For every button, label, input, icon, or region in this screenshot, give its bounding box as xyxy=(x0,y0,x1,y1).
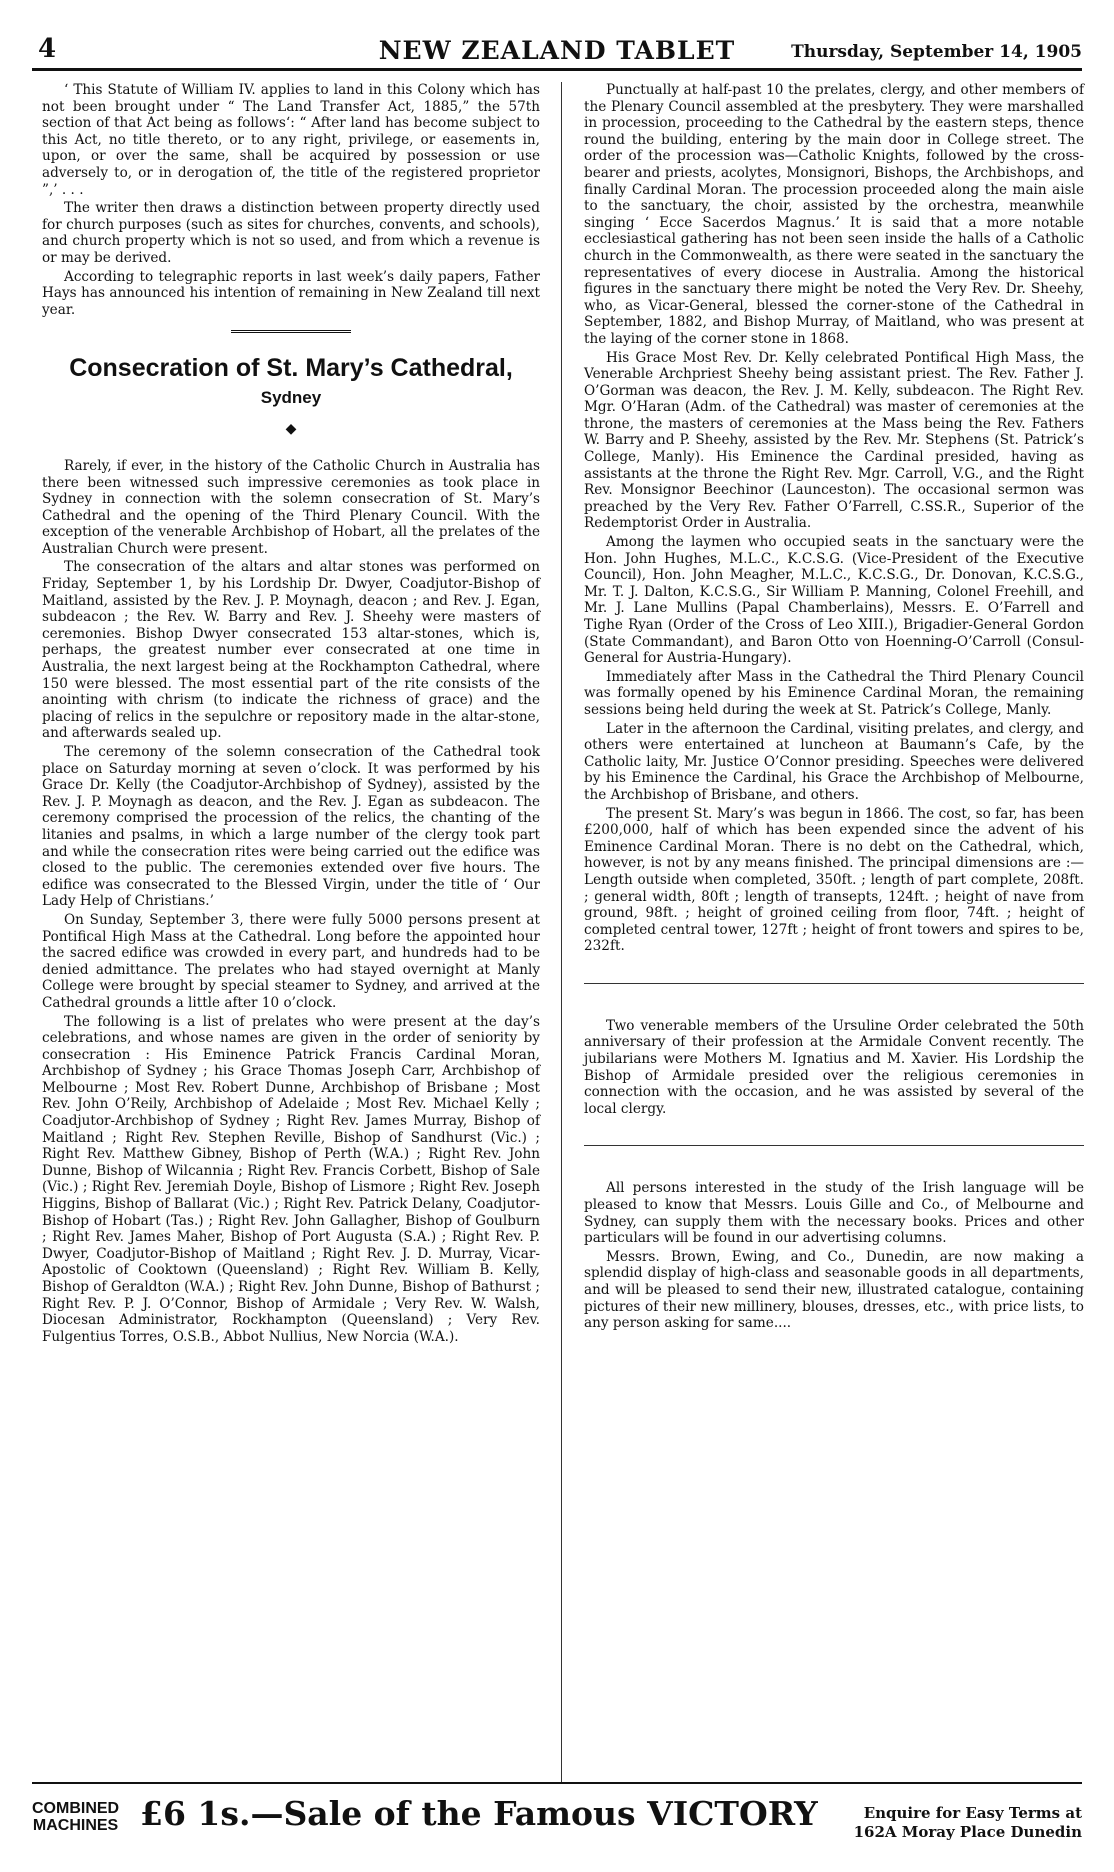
paragraph: Punctually at half-past 10 the prelates, clergy, and other members of the Plenary Council assembled at the presbytery. They were marshalled in procession, proceeding to the Cathedral by the eastern steps, thence round the building, entering by the main door in College street. The order of the procession was—Catholic Knights, followed by the cross-bearer and priests, acolytes, Monsignori, Bishops, the Archbishops, and finally Cardinal Moran. The procession proceeded along the main aisle to the sanctuary, the choir, assisted by the orchestra, meanwhile singing ‘ Ecce Sacerdos Magnus.’ It is said that a more notable ecclesiastical gathering has not been seen inside the halls of a Catholic church in the Commonwealth, as there were seated in the sanctuary the representatives of every diocese in Australia. Among the historical figures in the sanctuary there might be noted the Very Rev. Dr. Sheehy, who, as Vicar-General, blessed the corner-stone of the Cathedral in September, 1882, and Bishop Murray, of Maitland, who was present at the laying of the corner stone in 1868. xyxy=(584,82,1084,347)
footer-rule xyxy=(32,1782,1082,1784)
ad-combined-line: COMBINED xyxy=(32,1800,120,1817)
paragraph: The following is a list of prelates who were present at the day’s celebrations, and whose names are given in the order of seniority by consecration : His Eminence Patrick Francis Cardinal Moran, Archbishop of Sydney ; his Grace Thomas Joseph Carr, Archbishop of Melbourne ; Most Rev. Robert Dunne, Archbishop of Brisbane ; Most Rev. John O’Reily, Archbishop of Adelaide ; Most Rev. Michael Kelly ; Coadjutor-Archbishop of Sydney ; Right Rev. James Murray, Bishop of Maitland ; Right Rev. Stephen Reville, Bishop of Sandhurst (Vic.) ; Right Rev. Matthew Gibney, Bishop of Perth (W.A.) ; Right Rev. John Dunne, Bishop of Wilcannia ; Right Rev. Francis Corbett, Bishop of Sale (Vic.) ; Right Rev. Jeremiah Doyle, Bishop of Lismore ; Right Rev. Joseph Higgins, Bishop of Ballarat (Vic.) ; Right Rev. Patrick Delany, Coadjutor-Bishop of Hobart (Tas.) ; Right Rev. John Gallagher, Bishop of Goulburn ; Right Rev. James Maher, Bishop of Port Augusta (S.A.) ; Right Rev. P. Dwyer, Coadjutor-Bishop of Maitland ; Right Rev. J. D. Murray, Vicar-Apostolic of Cooktown (Queensland) ; Right Rev. William B. Kelly, Bishop of Geraldton (W.A.) ; Right Rev. John Dunne, Bishop of Bathurst ; Right Rev. P. J. O’Connor, Bishop of Armidale ; Very Rev. W. Walsh, Diocesan Administrator, Rockhampton (Queensland) ; Very Rev. Fulgentius Torres, O.S.B., Abbot Nullius, New Norcia (W.A.). xyxy=(42,1013,540,1345)
paragraph: All persons interested in the study of the Irish language will be pleased to know that Messrs. Louis Gille and Co., of Melbourne and Sydney, can supply them with the necessary books. Prices and other particulars will be found in our advertising columns. xyxy=(584,1180,1084,1247)
publication-title: NEW ZEALAND TABLET xyxy=(378,36,736,65)
paragraph: On Sunday, September 3, there were fully 5000 persons present at Pontifical High Mass at the Cathedral. Long before the appointed hour the sacred edifice was crowded in every part, and hundreds had to be denied admittance. The prelates who had stayed overnight at Manly College were brought by special steamer to Sydney, and arrived at the Cathedral grounds a little after 10 o’clock. xyxy=(42,911,540,1011)
masthead xyxy=(32,34,1082,70)
paragraph: The consecration of the altars and altar stones was performed on Friday, September 1, by his Lordship Dr. Dwyer, Coadjutor-Bishop of Maitland, assisted by the Rev. J. P. Moynagh, deacon ; and Rev. J. Egan, subdeacon ; the Rev. W. Barry and Rev. J. Sheehy were masters of ceremonies. Bishop Dwyer consecrated 153 altar-stones, which is, perhaps, the greatest number ever consecrated at one time in Australia, the next largest being at the Rockhampton Cathedral, where 150 were blessed. The most essential part of the rite consists of the anointing with chrism (to indicate the richness of grace) and the placing of relics in the sepulchre or repository made in the altar-stone, and afterwards sealed up. xyxy=(42,559,540,742)
paragraph: Among the laymen who occupied seats in the sanctuary were the Hon. John Hughes, M.L.C., K.C.S.G. (Vice-President of the Executive Council), Hon. John Meagher, M.L.C., K.C.S.G., Dr. Donovan, K.C.S.G., Mr. T. J. Dalton, K.C.S.G., Sir William P. Manning, Colonel Freehill, and Mr. J. Lane Mullins (Papal Chamberlains), Messrs. E. O’Farrell and Tighe Ryan (Order of the Cross of Leo XIII.), Brigadier-General Gordon (State Commandant), and Baron Otto von Hoenning-O’Carroll (Consul-General for Austria-Hungary). xyxy=(584,534,1084,667)
paragraph: Later in the afternoon the Cardinal, visiting prelates, and clergy, and others were entertained at luncheon at Baumann’s Cafe, by the Catholic laity, Mr. Justice O’Connor presiding. Speeches were delivered by his Eminence the Cardinal, his Grace the Archbishop of Melbourne, the Archbishop of Brisbane, and others. xyxy=(584,720,1084,803)
issue-date: Thursday, September 14, 1905 xyxy=(791,42,1082,62)
article-headline: Consecration of St. Mary’s Cathedral, xyxy=(69,354,513,383)
ad-machines-line: MACHINES xyxy=(32,1817,119,1834)
paragraph: Two venerable members of the Ursuline Order celebrated the 50th anniversary of their profession at the Armidale Convent recently. The jubilarians were Mothers M. Ignatius and M. Xavier. His Lordship the Bishop of Armidale presided over the religious ceremonies in connection with the occasion, and he was assisted by several of the local clergy. xyxy=(584,1017,1084,1117)
section-divider xyxy=(231,330,351,333)
ad-address-line: 162A Moray Place Dunedin xyxy=(853,1823,1082,1841)
section-divider xyxy=(584,983,1084,984)
paragraph: Immediately after Mass in the Cathedral the Third Plenary Council was formally opened by his Eminence Cardinal Moran, the remaining sessions being held during the week at St. Patrick’s College, Manly. xyxy=(584,668,1084,718)
right-column xyxy=(584,82,1084,1334)
page-number: 4 xyxy=(38,34,57,64)
advertisement-banner xyxy=(32,1790,1082,1850)
paragraph: ‘ This Statute of William IV. applies to land in this Colony which has not been brought under “ The Land Transfer Act, 1885,” the 57th section of that Act being as follows‘: “ After land has become subject to this Act, no title thereto, or to any right, privilege, or easements in, upon, or over the same, shall be acquired by possession or use adversely to, or in derogation of, the title of the registered proprietor ”,’ . . . xyxy=(42,82,540,198)
ad-combined-machines xyxy=(32,1800,119,1834)
paragraph: His Grace Most Rev. Dr. Kelly celebrated Pontifical High Mass, the Venerable Archpriest Sheehy being assistant priest. The Rev. Father J. O’Gorman was deacon, the Rev. J. M. Kelly, subdeacon. The Right Rev. Mgr. O’Haran (Adm. of the Cathedral) was master of ceremonies at the throne, the masters of ceremonies at the Mass being the Rev. Fathers W. Barry and P. Sheehy, assisted by the Rev. Mr. Stephens (St. Patrick’s College, Manly). His Eminence the Cardinal presided, having as assistants at the throne the Right Rev. Mgr. Carroll, V.G., and the Right Rev. Monsignor Beechinor (Launceston). The occasional sermon was preached by the Very Rev. Father O’Farrell, C.SS.R., Superior of the Redemptorist Order in Australia. xyxy=(584,349,1084,532)
paragraph: Messrs. Brown, Ewing, and Co., Dunedin, are now making a splendid display of high-class and seasonable goods in all departments, and will be pleased to send their new, illustrated catalogue, containing pictures of their new millinery, blouses, dresses, etc., with price lists, to any person asking for same.... xyxy=(584,1248,1084,1332)
diamond-ornament-icon: ◆ xyxy=(285,421,297,438)
paragraph: The present St. Mary’s was begun in 1866. The cost, so far, has been £200,000, half of which has been expended since the advent of his Eminence Cardinal Moran. There is no debt on the Cathedral, which, however, is not by any means finished. The principal dimensions are :—Length outside when completed, 350ft. ; length of part complete, 208ft. ; general width, 80ft ; length of transepts, 124ft. ; height of nave from ground, 98ft. ; height of groined ceiling from floor, 74ft. ; height of completed central tower, 127ft ; height of front towers and spires to be, 232ft. xyxy=(584,805,1084,955)
section-divider xyxy=(584,1145,1084,1146)
left-column xyxy=(42,82,540,1347)
masthead-rule xyxy=(32,68,1082,71)
ad-enquire xyxy=(854,1804,1082,1842)
column-divider xyxy=(561,82,562,1782)
paragraph: Rarely, if ever, in the history of the Catholic Church in Australia has there been witnessed such impressive ceremonies as took place in Sydney in connection with the solemn consecration of St. Mary’s Cathedral and the opening of the Third Plenary Council. With the exception of the venerable Archbishop of Hobart, all the prelates of the Australian Church were present. xyxy=(42,457,540,557)
ad-enquire-line: Enquire for Easy Terms at xyxy=(863,1804,1082,1822)
paragraph: The writer then draws a distinction between property directly used for church purposes (such as sites for churches, convents, and schools), and church property which is not so used, and from which a revenue is or may be derived. xyxy=(42,200,540,266)
paragraph: According to telegraphic reports in last week’s daily papers, Father Hays has announced his intention of remaining in New Zealand till next year. xyxy=(42,268,540,318)
ad-headline: £6 1s.—Sale of the Famous VICTORY xyxy=(140,1794,818,1833)
paragraph: The ceremony of the solemn consecration of the Cathedral took place on Saturday morning at seven o’clock. It was performed by his Grace Dr. Kelly (the Coadjutor-Archbishop of Sydney), assisted by the Rev. J. P. Moynagh as deacon, and the Rev. J. Egan as subdeacon. The ceremony comprised the procession of the relics, the chanting of the litanies and psalms, in which a large number of the clergy took part and while the consecration rites were being carried out the edifice was closed to the public. The ceremonies extended over five hours. The edifice was consecrated to the Blessed Virgin, under the title of ‘ Our Lady Help of Christians.’ xyxy=(42,744,540,910)
article-subheading: Sydney xyxy=(260,388,322,408)
